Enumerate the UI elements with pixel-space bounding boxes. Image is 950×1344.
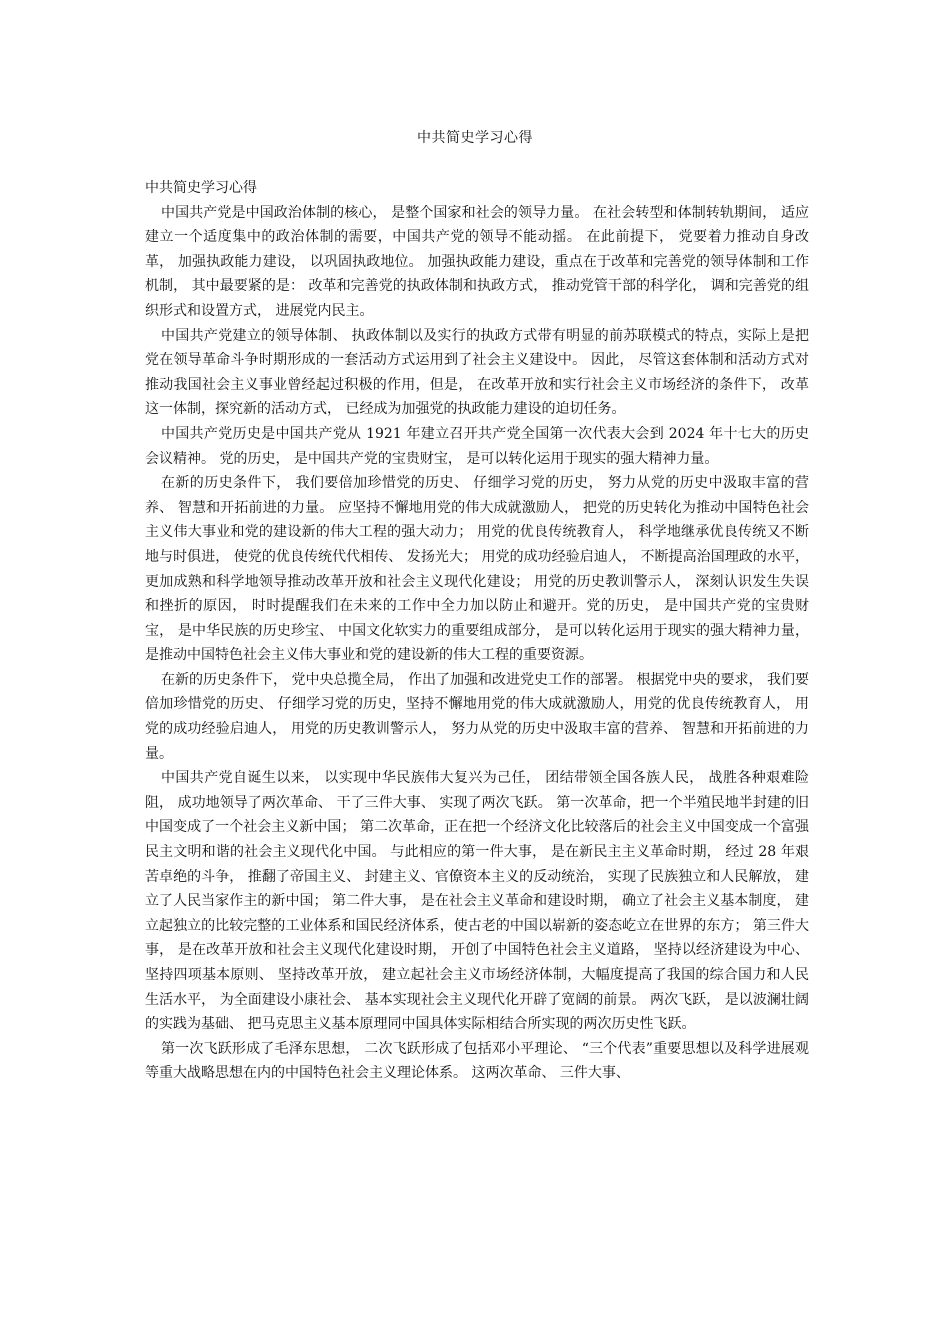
document-subtitle: 中共简史学习心得 [145,180,257,196]
paragraph-2: 中国共产党建立的领导体制、 执政体制以及实行的执政方式带有明显的前苏联模式的特点，实际上是把党在领导革命斗争时期形成的一套活动方式运用到了社会主义建设中。 因此， 尽管这套体制和活动方式对推动我国社会主义事业曾经起过积极的作用，但是， 在改革开放和实行社会主义市场经济的条件下， 改革这一体制，探究新的活动方式， 已经成为加强党的执政能力建设的迫切任务。 [145,327,809,418]
paragraph-3: 中国共产党历史是中国共产党从 1921 年建立召开共产党全国第一次代表大会到 2024 年十七大的历史会议精神。 党的历史， 是中国共产党的宝贵财宝， 是可以转化运用于现实的强大精神力量。 [145,425,809,467]
paragraph-1: 中国共产党是中国政治体制的核心， 是整个国家和社会的领导力量。 在社会转型和体制转轨期间， 适应建立一个适度集中的政治体制的需要，中国共产党的领导不能动摇。 在此前提下， 党要着力推动自身改革， 加强执政能力建设， 以巩固执政地位。 加强执政能力建设，重点在于改革和完善党的领导体制和工作机制， 其中最要紧的是： 改革和完善党的执政体制和执政方式， 推动党管干部的科学化， 调和完善党的组织形式和设置方式， 进展党内民主。 [145,204,809,319]
paragraph-7: 第一次飞跃形成了毛泽东思想， 二次飞跃形成了包括邓小平理论、 “三个代表”重要思想以及科学进展观等重大战略思想在内的中国特色社会主义理论体系。 这两次革命、 三件大事、 [145,1040,809,1082]
paragraph-6: 中国共产党自诞生以来， 以实现中华民族伟大复兴为己任， 团结带领全国各族人民， 战胜各种艰难险阻， 成功地领导了两次革命、 干了三件大事、 实现了两次飞跃。 第一次革命，把一个半殖民地半封建的旧中国变成了一个社会主义新中国； 第二次革命，正在把一个经济文化比较落后的社会主义中国变成一个富强民主文明和谐的社会主义现代化中国。 与此相应的第一件大事， 是在新民主主义革命时期， 经过 28 年艰苦卓绝的斗争， 推翻了帝国主义、 封建主义、官僚资本主义的反动统治， 实现了民族独立和人民解放， 建立了人民当家作主的新中国； 第二件大事， 是在社会主义革命和建设时期， 确立了社会主义基本制度， 建立起独立的比较完整的工业体系和国民经济体系，使古老的中国以崭新的姿态屹立在世界的东方； 第三件大事， 是在改革开放和社会主义现代化建设时期， 开创了中国特色社会主义道路， 坚持以经济建设为中心、 坚持四项基本原则、 坚持改革开放， 建立起社会主义市场经济体制，大幅度提高了我国的综合国力和人民生活水平， 为全面建设小康社会、 基本实现社会主义现代化开辟了宽阔的前景。 两次飞跃， 是以波澜壮阔的实践为基础、 把马克思主义基本原理同中国具体实际相结合所实现的两次历史性飞跃。 [145,770,809,1033]
document-title: 中共简史学习心得 [417,130,533,146]
paragraph-4: 在新的历史条件下， 我们要倍加珍惜党的历史、 仔细学习党的历史， 努力从党的历史中汲取丰富的营养、 智慧和开拓前进的力量。 应坚持不懈地用党的伟大成就激励人， 把党的历史转化为推动中国特色社会主义伟大事业和党的建设新的伟大工程的强大动力； 用党的优良传统教育人， 科学地继承优良传统又不断地与时俱进， 使党的优良传统代代相传、 发扬光大； 用党的成功经验启迪人， 不断提高治国理政的水平， 更加成熟和科学地领导推动改革开放和社会主义现代化建设； 用党的历史教训警示人， 深刻认识发生失误和挫折的原因， 时时提醒我们在未来的工作中全力加以防止和避开。党的历史， 是中国共产党的宝贵财宝， 是中华民族的历史珍宝、 中国文化软实力的重要组成部分， 是可以转化运用于现实的强大精神力量，是推动中国特色社会主义伟大事业和党的建设新的伟大工程的重要资源。 [145,475,809,664]
document-body [145,176,809,1086]
paragraph-5: 在新的历史条件下， 党中央总揽全局， 作出了加强和改进党史工作的部署。 根据党中央的要求， 我们要倍加珍惜党的历史、 仔细学习党的历史，坚持不懈地用党的伟大成就激励人，用党的优良传统教育人， 用党的成功经验启迪人， 用党的历史教训警示人， 努力从党的历史中汲取丰富的营养、 智慧和开拓前进的力量。 [145,671,809,762]
